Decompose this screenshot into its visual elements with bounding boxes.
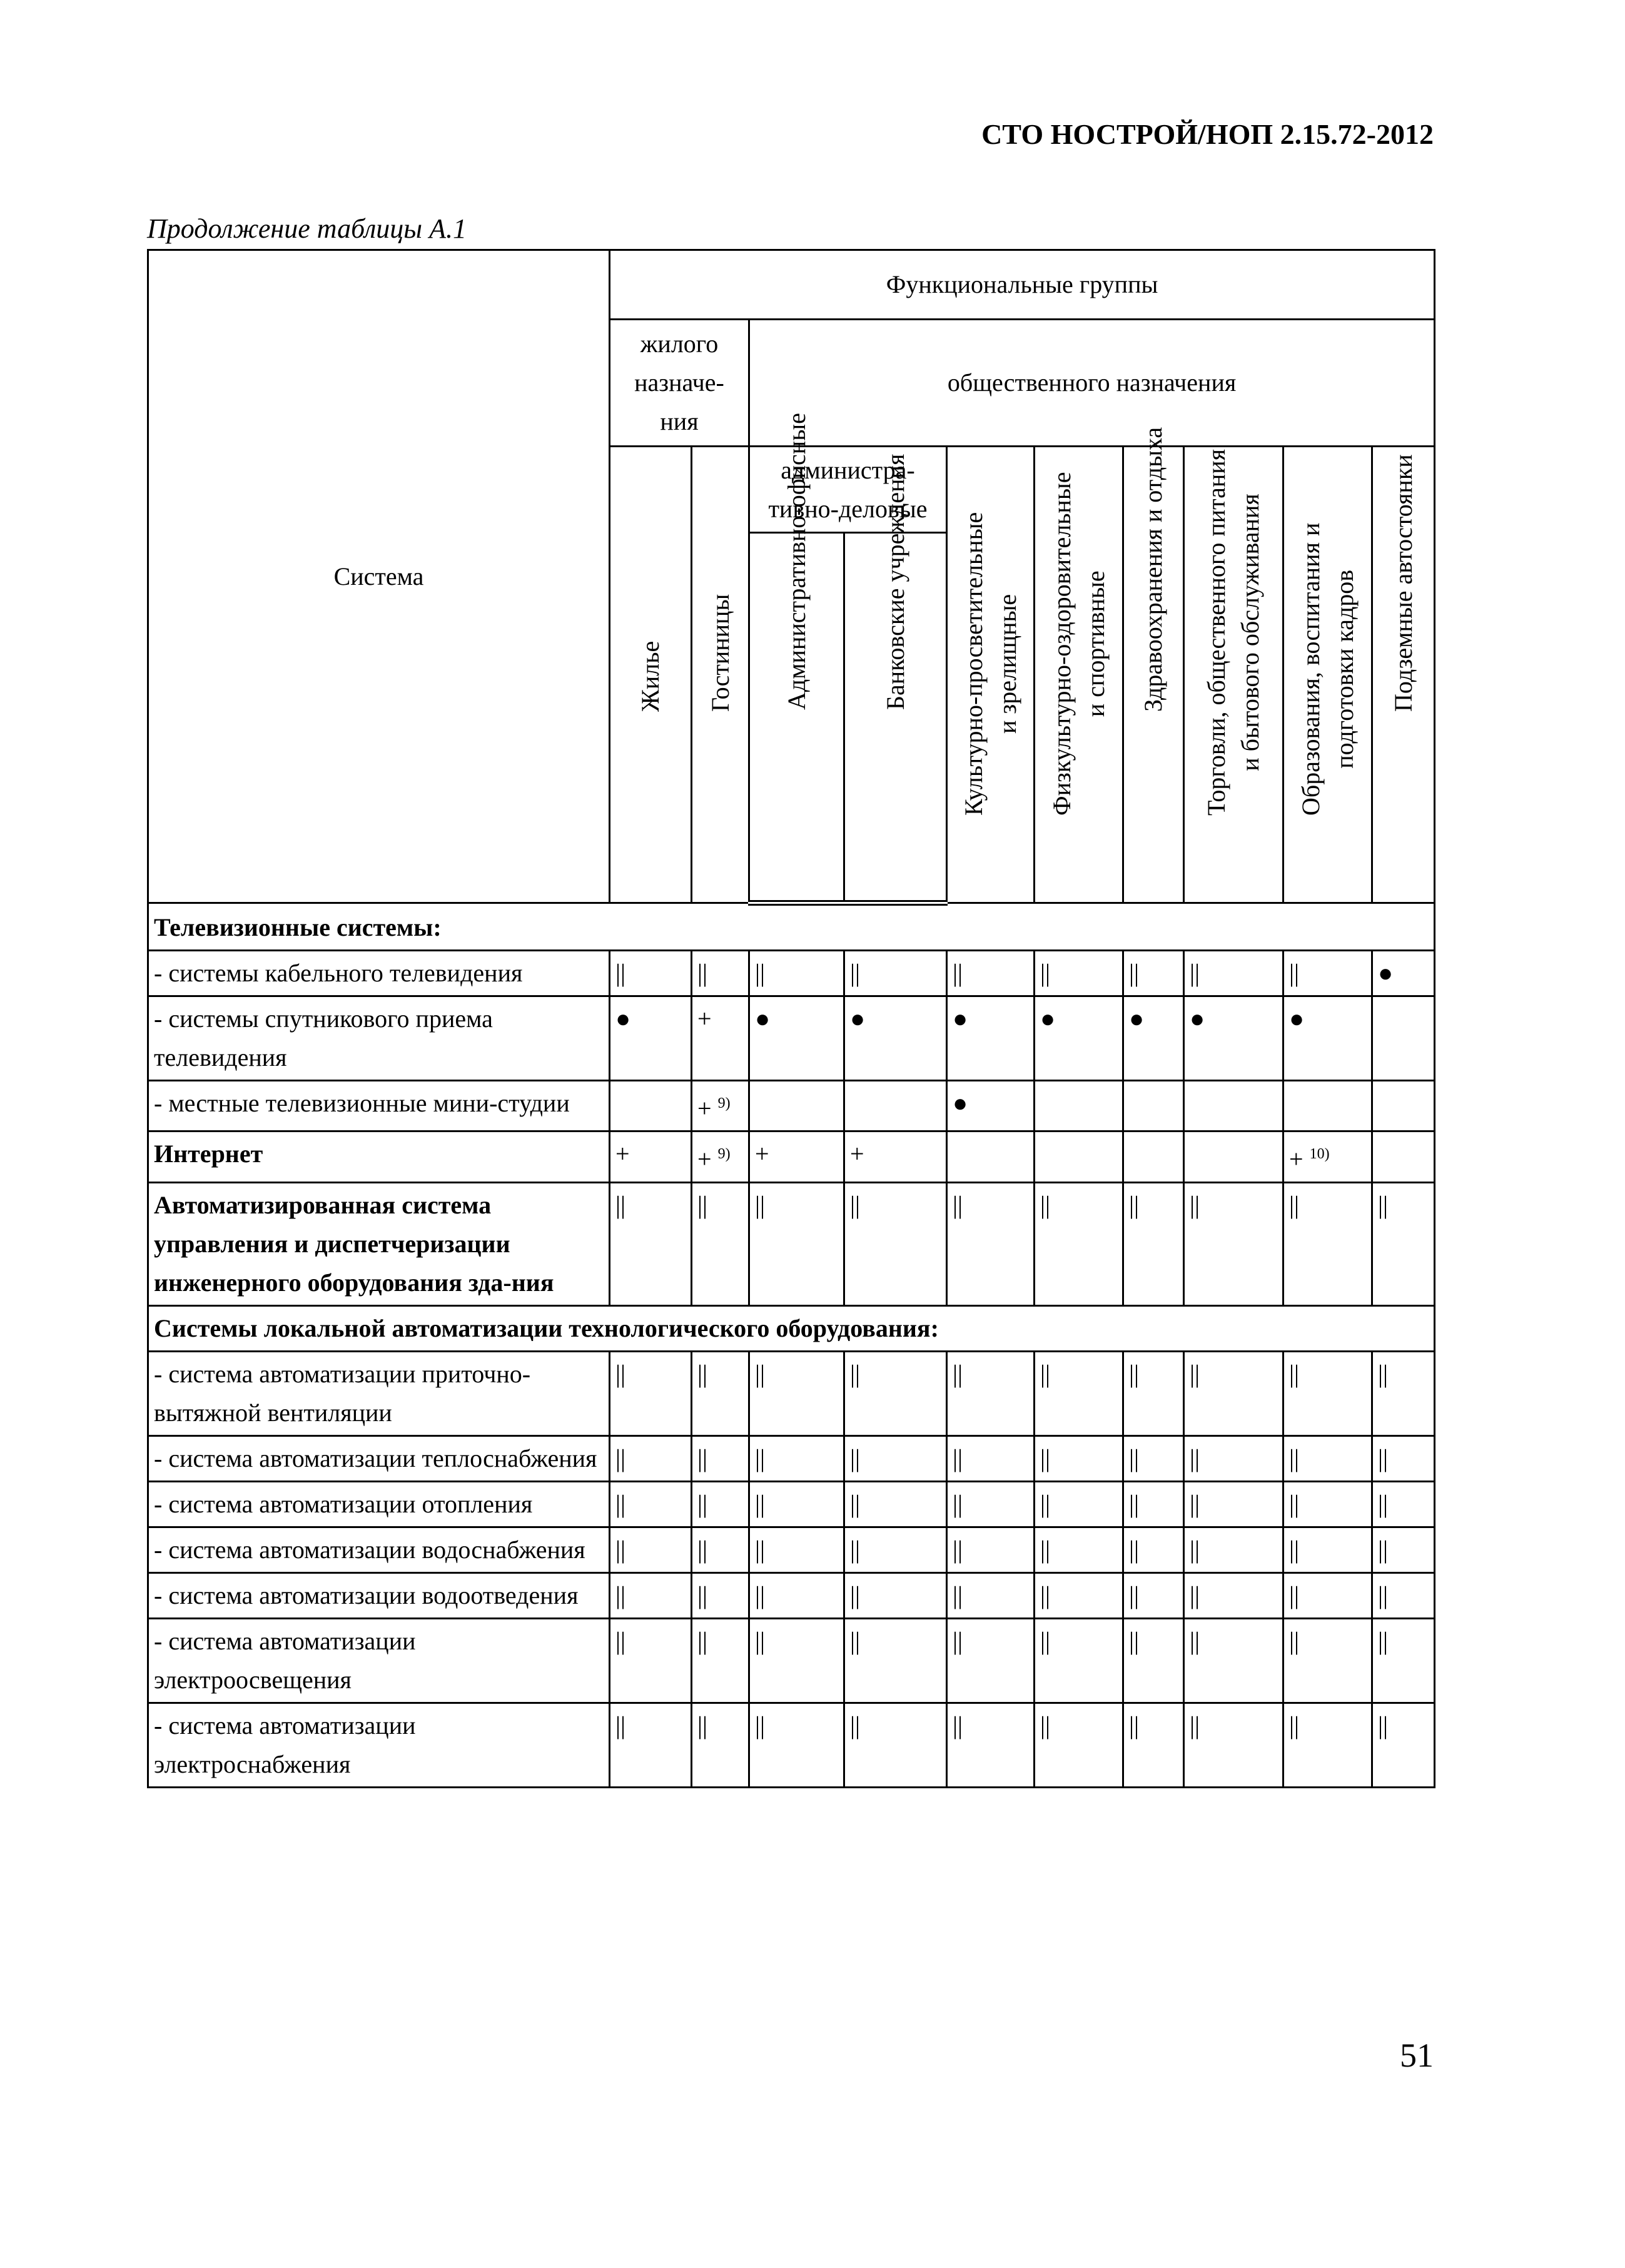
cell-mark: ||	[1040, 1711, 1051, 1739]
cell-mark: ||	[1040, 1444, 1051, 1472]
cell-mark: ||	[1289, 1190, 1300, 1219]
row-label: Интернет	[148, 1131, 610, 1182]
cell-parking	[1372, 1618, 1435, 1703]
cell-bank	[844, 1182, 947, 1305]
cell-culture	[947, 1435, 1035, 1481]
cell-mark: ●	[953, 1005, 968, 1033]
cell-mark: ||	[1289, 1444, 1300, 1472]
cell-mark: ||	[1190, 1581, 1200, 1609]
cell-mark: ||	[1378, 1444, 1389, 1472]
cell-gostinicy	[692, 1081, 749, 1131]
cell-mark: ||	[1040, 1626, 1051, 1655]
cell-mark: ||	[615, 1359, 626, 1388]
cell-gostinicy	[692, 1703, 749, 1787]
cell-mark: ||	[1289, 1711, 1300, 1739]
cell-zhilye	[610, 1081, 692, 1131]
cell-mark: +	[850, 1140, 864, 1168]
cell-mark: ||	[1129, 1444, 1140, 1472]
cell-mark: ||	[1378, 1359, 1389, 1388]
cell-zhilye	[610, 951, 692, 996]
cell-parking	[1372, 1435, 1435, 1481]
cell-mark: ||	[1190, 1359, 1200, 1388]
cell-bank	[844, 1618, 947, 1703]
cell-mark: ●	[1378, 959, 1394, 987]
cell-trade	[1184, 1435, 1283, 1481]
cell-mark: ||	[1129, 1489, 1140, 1518]
column-header-trade	[1184, 447, 1283, 903]
cell-mark: ●	[1289, 1005, 1305, 1033]
cell-admin-office	[749, 1131, 844, 1182]
cell-admin-office	[749, 1351, 844, 1435]
cell-mark: ||	[1289, 1359, 1300, 1388]
cell-mark: ||	[755, 959, 766, 987]
cell-sport	[1035, 1527, 1123, 1572]
cell-mark: ||	[1129, 1711, 1140, 1739]
cell-admin-office	[749, 996, 844, 1081]
table-row	[148, 1131, 1435, 1182]
cell-mark: ||	[953, 1489, 963, 1518]
cell-admin-office	[749, 1618, 844, 1703]
cell-culture	[947, 1081, 1035, 1131]
cell-mark: ||	[697, 1626, 708, 1655]
cell-admin-office	[749, 1435, 844, 1481]
cell-mark: ||	[953, 1711, 963, 1739]
table-row	[148, 996, 1435, 1081]
cell-trade	[1184, 1527, 1283, 1572]
column-header-admin-office	[749, 413, 844, 903]
column-header-sport	[1035, 447, 1123, 903]
cell-mark: ||	[615, 1190, 626, 1219]
document-code: СТО НОСТРОЙ/НОП 2.15.72-2012	[981, 118, 1434, 150]
cell-education	[1283, 1081, 1372, 1131]
cell-mark: ||	[953, 959, 963, 987]
column-header-parking	[1372, 447, 1435, 903]
cell-mark: ||	[615, 1489, 626, 1518]
cell-mark: ||	[850, 959, 861, 987]
cell-mark: ||	[953, 1626, 963, 1655]
cell-culture	[947, 1572, 1035, 1618]
residential-header: жилого назначе-ния	[610, 320, 749, 447]
row-label: Автоматизированная система управления и диспетчеризации инженерного оборудования зда-ния	[148, 1182, 610, 1305]
cell-mark: ||	[697, 1535, 708, 1564]
row-label: - система автоматизации приточно-вытяжной вентиляции	[148, 1351, 610, 1435]
cell-bank	[844, 1703, 947, 1787]
column-label-line1: Гостиницы	[706, 594, 734, 712]
cell-mark: ●	[615, 1005, 631, 1033]
cell-gostinicy	[692, 1351, 749, 1435]
cell-trade	[1184, 951, 1283, 996]
column-label-line1: Торговли, общественного питания	[1202, 448, 1230, 816]
cell-culture	[947, 1527, 1035, 1572]
cell-mark: ||	[755, 1359, 766, 1388]
cell-admin-office	[749, 1572, 844, 1618]
cell-bank	[844, 951, 947, 996]
cell-health	[1123, 1081, 1184, 1131]
cell-mark: ●	[1190, 1005, 1205, 1033]
table-row	[148, 1703, 1435, 1787]
cell-bank	[844, 1351, 947, 1435]
cell-zhilye	[610, 1435, 692, 1481]
column-header-culture	[947, 447, 1035, 903]
cell-education	[1283, 1182, 1372, 1305]
column-label-line1: Административно-офисные	[782, 413, 811, 710]
cell-zhilye	[610, 996, 692, 1081]
cell-mark: ||	[1190, 1626, 1200, 1655]
cell-mark: ●	[953, 1089, 968, 1117]
cell-sport	[1035, 951, 1123, 996]
cell-mark: ||	[615, 959, 626, 987]
column-label-line1: Культурно-просветительные	[959, 512, 988, 816]
cell-mark: ||	[697, 1489, 708, 1518]
cell-admin-office	[749, 1081, 844, 1131]
system-header: Система	[148, 250, 610, 903]
cell-mark: ||	[697, 1711, 708, 1739]
cell-mark: +	[697, 1005, 712, 1033]
cell-bank	[844, 1081, 947, 1131]
cell-education	[1283, 996, 1372, 1081]
cell-health	[1123, 951, 1184, 996]
cell-bank	[844, 996, 947, 1081]
cell-education	[1283, 1481, 1372, 1527]
cell-mark: ||	[1289, 1626, 1300, 1655]
cell-parking	[1372, 1703, 1435, 1787]
cell-mark: ||	[1129, 1190, 1140, 1219]
cell-mark: ||	[755, 1190, 766, 1219]
cell-mark: + $^{10)}$	[1289, 1145, 1330, 1173]
cell-mark: ||	[1040, 1489, 1051, 1518]
cell-zhilye	[610, 1703, 692, 1787]
cell-health	[1123, 1131, 1184, 1182]
cell-health	[1123, 1703, 1184, 1787]
cell-health	[1123, 996, 1184, 1081]
cell-bank	[844, 1481, 947, 1527]
cell-parking	[1372, 1481, 1435, 1527]
cell-culture	[947, 1703, 1035, 1787]
cell-mark: ||	[850, 1190, 861, 1219]
cell-sport	[1035, 1182, 1123, 1305]
cell-mark: ||	[615, 1581, 626, 1609]
cell-zhilye	[610, 1618, 692, 1703]
cell-mark: ||	[1190, 1444, 1200, 1472]
cell-mark: ||	[1378, 1489, 1389, 1518]
cell-mark: ||	[1040, 1359, 1051, 1388]
cell-mark: ||	[1040, 1535, 1051, 1564]
cell-mark: ||	[615, 1535, 626, 1564]
cell-culture	[947, 1351, 1035, 1435]
cell-sport	[1035, 1703, 1123, 1787]
cell-mark: ||	[850, 1444, 861, 1472]
cell-mark: ||	[615, 1444, 626, 1472]
section-label: Телевизионные системы:	[148, 903, 1435, 951]
cell-sport	[1035, 1481, 1123, 1527]
cell-mark: ||	[1040, 1190, 1051, 1219]
cell-mark: ||	[1190, 959, 1200, 987]
cell-gostinicy	[692, 1481, 749, 1527]
cell-trade	[1184, 1351, 1283, 1435]
cell-admin-office	[749, 1527, 844, 1572]
cell-mark: ||	[755, 1444, 766, 1472]
row-label: - система автоматизации отопления	[148, 1481, 610, 1527]
column-label-line1: Подземные автостоянки	[1389, 454, 1417, 712]
cell-mark: + $^{9)}$	[697, 1145, 731, 1173]
cell-mark: ||	[850, 1711, 861, 1739]
cell-trade	[1184, 1572, 1283, 1618]
cell-education	[1283, 1351, 1372, 1435]
cell-bank	[844, 1435, 947, 1481]
column-header-zhilye	[610, 447, 692, 903]
cell-mark: ||	[953, 1535, 963, 1564]
row-label: - система автоматизации водоотведения	[148, 1572, 610, 1618]
public-header: общественного назначения	[749, 320, 1435, 447]
cell-trade	[1184, 1481, 1283, 1527]
cell-mark: ||	[1190, 1711, 1200, 1739]
cell-mark: ||	[1378, 1535, 1389, 1564]
cell-mark: ||	[953, 1581, 963, 1609]
cell-mark: ||	[953, 1359, 963, 1388]
cell-parking	[1372, 951, 1435, 996]
cell-health	[1123, 1435, 1184, 1481]
cell-mark: ||	[953, 1444, 963, 1472]
cell-parking	[1372, 1182, 1435, 1305]
table-header	[148, 250, 1435, 903]
cell-sport	[1035, 1618, 1123, 1703]
column-label-line2: подготовки кадров	[1330, 569, 1359, 769]
cell-health	[1123, 1527, 1184, 1572]
row-label: - система автоматизации водоснабжения	[148, 1527, 610, 1572]
cell-mark: ||	[697, 1359, 708, 1388]
cell-mark: ||	[1378, 1626, 1389, 1655]
cell-education	[1283, 951, 1372, 996]
row-label: - местные телевизионные мини-студии	[148, 1081, 610, 1131]
cell-culture	[947, 951, 1035, 996]
cell-admin-office	[749, 1182, 844, 1305]
functional-groups-header: Функциональные группы	[610, 250, 1435, 320]
column-label-line1: Образования, воспитания и	[1296, 522, 1325, 816]
cell-education	[1283, 1618, 1372, 1703]
cell-sport	[1035, 1435, 1123, 1481]
cell-mark: ||	[953, 1190, 963, 1219]
cell-mark: ||	[1129, 1359, 1140, 1388]
cell-gostinicy	[692, 1572, 749, 1618]
cell-mark: ||	[755, 1711, 766, 1739]
cell-mark: +	[615, 1140, 630, 1168]
cell-trade	[1184, 1081, 1283, 1131]
cell-bank	[844, 1527, 947, 1572]
cell-culture	[947, 1131, 1035, 1182]
cell-mark: ||	[1190, 1489, 1200, 1518]
cell-education	[1283, 1703, 1372, 1787]
cell-culture	[947, 1182, 1035, 1305]
cell-parking	[1372, 1131, 1435, 1182]
cell-mark: ||	[850, 1489, 861, 1518]
cell-zhilye	[610, 1351, 692, 1435]
cell-mark: ||	[1040, 1581, 1051, 1609]
table-row	[148, 951, 1435, 996]
column-header-gostinicy	[692, 447, 749, 903]
cell-gostinicy	[692, 1618, 749, 1703]
cell-gostinicy	[692, 1527, 749, 1572]
cell-sport	[1035, 1351, 1123, 1435]
cell-mark: ||	[1190, 1190, 1200, 1219]
cell-mark: ||	[850, 1581, 861, 1609]
cell-mark: ||	[1129, 1581, 1140, 1609]
cell-health	[1123, 1618, 1184, 1703]
table-row	[148, 1481, 1435, 1527]
table-row	[148, 1527, 1435, 1572]
column-header-health	[1123, 427, 1184, 903]
cell-bank	[844, 1572, 947, 1618]
cell-mark: ||	[615, 1626, 626, 1655]
cell-mark: + $^{9)}$	[697, 1094, 731, 1123]
cell-mark: ||	[1129, 959, 1140, 987]
cell-health	[1123, 1572, 1184, 1618]
cell-mark: ||	[850, 1535, 861, 1564]
cell-gostinicy	[692, 1435, 749, 1481]
cell-mark: ●	[1040, 1005, 1056, 1033]
cell-education	[1283, 1527, 1372, 1572]
cell-admin-office	[749, 951, 844, 996]
cell-mark: ●	[850, 1005, 866, 1033]
cell-mark: ||	[615, 1711, 626, 1739]
row-label: - система автоматизации электроосвещения	[148, 1618, 610, 1703]
cell-mark: ||	[1289, 1535, 1300, 1564]
cell-mark: ||	[1378, 1711, 1389, 1739]
column-label-line1: Физкультурно-оздоровительные	[1047, 472, 1076, 816]
cell-sport	[1035, 1131, 1123, 1182]
column-label-line2: и бытового обслуживания	[1236, 494, 1264, 771]
cell-trade	[1184, 1182, 1283, 1305]
cell-mark: ||	[1129, 1535, 1140, 1564]
cell-culture	[947, 1618, 1035, 1703]
cell-trade	[1184, 996, 1283, 1081]
table-row	[148, 1351, 1435, 1435]
cell-parking	[1372, 1572, 1435, 1618]
cell-education	[1283, 1572, 1372, 1618]
column-header-education	[1283, 447, 1372, 903]
functional-groups-table	[147, 249, 1435, 1788]
column-label-line1: Банковские учреждения	[881, 453, 909, 710]
cell-gostinicy	[692, 951, 749, 996]
row-label: - система автоматизации теплоснабжения	[148, 1435, 610, 1481]
section-row	[148, 903, 1435, 951]
cell-culture	[947, 996, 1035, 1081]
cell-mark: ||	[755, 1535, 766, 1564]
table-caption: Продолжение таблицы А.1	[147, 213, 467, 244]
cell-education	[1283, 1435, 1372, 1481]
cell-mark: ||	[1289, 1581, 1300, 1609]
column-label-line1: Здравоохранения и отдыха	[1139, 427, 1167, 712]
cell-mark: ||	[697, 959, 708, 987]
cell-mark: ||	[1289, 1489, 1300, 1518]
section-label: Системы локальной автоматизации технологического оборудования:	[148, 1305, 1435, 1351]
column-label-line2: и спортивные	[1081, 570, 1110, 717]
table-row	[148, 1435, 1435, 1481]
row-label: - система автоматизации электроснабжения	[148, 1703, 610, 1787]
cell-parking	[1372, 1081, 1435, 1131]
row-label: - системы кабельного телевидения	[148, 951, 610, 996]
cell-gostinicy	[692, 996, 749, 1081]
cell-mark: ||	[1040, 959, 1051, 987]
cell-education	[1283, 1131, 1372, 1182]
cell-mark: ||	[850, 1359, 861, 1388]
column-label-line2: и зрелищные	[993, 594, 1021, 734]
cell-zhilye	[610, 1527, 692, 1572]
cell-mark: ||	[755, 1581, 766, 1609]
cell-parking	[1372, 996, 1435, 1081]
cell-trade	[1184, 1618, 1283, 1703]
table-body	[148, 903, 1435, 1788]
cell-mark: ||	[755, 1626, 766, 1655]
cell-bank	[844, 1131, 947, 1182]
cell-gostinicy	[692, 1182, 749, 1305]
table-row	[148, 1081, 1435, 1131]
table-row	[148, 1572, 1435, 1618]
cell-mark: ||	[697, 1581, 708, 1609]
cell-culture	[947, 1481, 1035, 1527]
table-row	[148, 1618, 1435, 1703]
cell-mark: ||	[697, 1190, 708, 1219]
cell-mark: ||	[697, 1444, 708, 1472]
cell-mark: ||	[755, 1489, 766, 1518]
cell-sport	[1035, 996, 1123, 1081]
table-row	[148, 1182, 1435, 1305]
cell-mark: ||	[850, 1626, 861, 1655]
cell-mark: ●	[1129, 1005, 1145, 1033]
cell-mark: ||	[1129, 1626, 1140, 1655]
cell-mark: +	[755, 1140, 769, 1168]
cell-mark: ||	[1378, 1581, 1389, 1609]
cell-zhilye	[610, 1131, 692, 1182]
row-label: - системы спутникового приема телевидения	[148, 996, 610, 1081]
cell-health	[1123, 1351, 1184, 1435]
cell-trade	[1184, 1131, 1283, 1182]
page-number: 51	[1400, 2037, 1434, 2074]
cell-parking	[1372, 1351, 1435, 1435]
cell-sport	[1035, 1572, 1123, 1618]
cell-zhilye	[610, 1572, 692, 1618]
cell-mark: ●	[755, 1005, 771, 1033]
section-row	[148, 1305, 1435, 1351]
cell-mark: ||	[1289, 959, 1300, 987]
cell-admin-office	[749, 1703, 844, 1787]
admin-group-header: администра-тивно-деловые	[749, 447, 947, 533]
cell-admin-office	[749, 1481, 844, 1527]
column-label-line1: Жилье	[636, 640, 664, 712]
cell-sport	[1035, 1081, 1123, 1131]
cell-mark: ||	[1190, 1535, 1200, 1564]
cell-mark: ||	[1378, 1190, 1389, 1219]
cell-health	[1123, 1481, 1184, 1527]
cell-zhilye	[610, 1182, 692, 1305]
cell-gostinicy	[692, 1131, 749, 1182]
cell-health	[1123, 1182, 1184, 1305]
cell-parking	[1372, 1527, 1435, 1572]
cell-trade	[1184, 1703, 1283, 1787]
cell-zhilye	[610, 1481, 692, 1527]
